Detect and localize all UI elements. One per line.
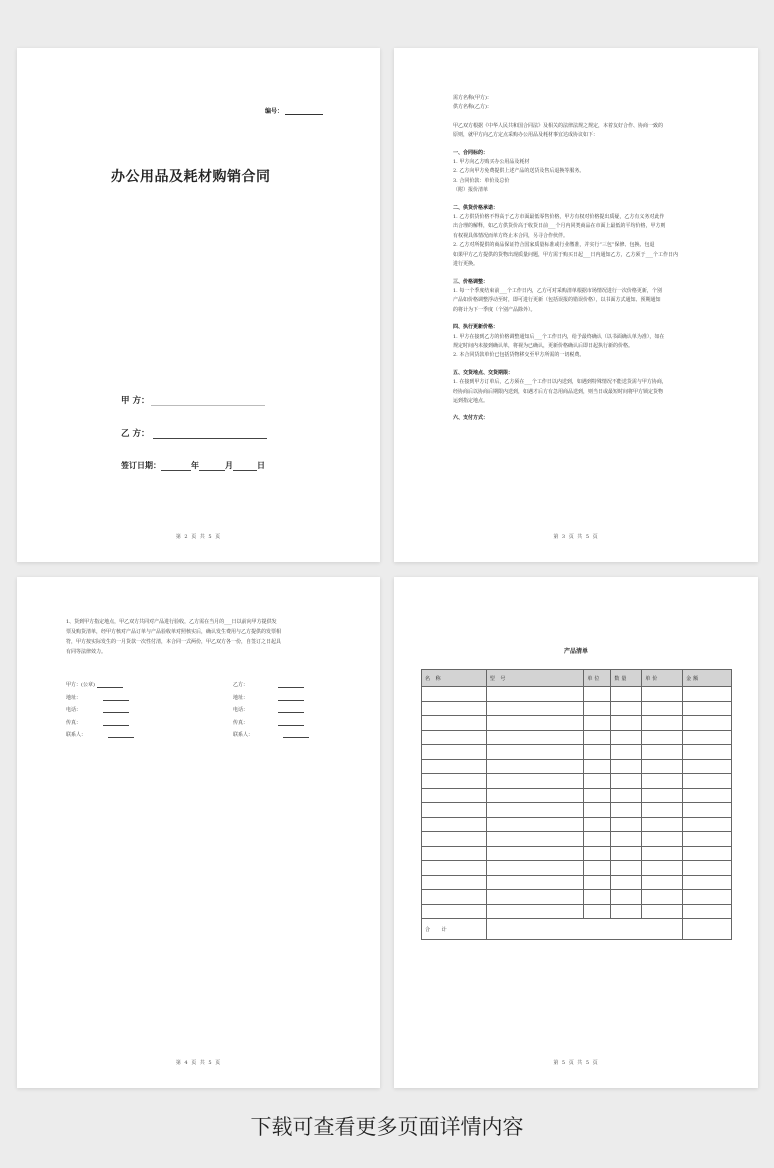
text-line: 的将计为下一季度（个别产品除外）。 [453,306,536,313]
table-cell [422,861,487,876]
table-header [422,670,732,687]
total-label: 合 计 [422,919,487,940]
text-line: 2. 乙方向甲方免费提供上述产品的送货及售后退换等服务。 [453,168,585,175]
text-line: 经协商后以协商后期限内送到，如遇才后方有急用商品送到，则当日或最短时间将甲方锁定货物 [453,388,664,395]
table-cell [611,875,642,890]
table-cell [422,701,487,716]
table-cell [611,904,642,919]
table-row [422,846,732,861]
text-line: 有权视具体情况而单方终止本合同，另寻合作伙伴。 [453,232,569,239]
text-line: 2. 乙方对所提供的商品保证符合国家质量标准或行业缴准，并实行“三包”保修、包换、包退 [453,242,655,249]
text-line: 1. 乙方供货价格不得高于乙方市面最低零售价格，甲方有权对价格提出质疑，乙方有义务对此作 [453,214,665,221]
table-row [422,716,732,731]
sign-date-field: 签订日期： 年 月 日 [121,460,265,470]
table-cell [584,875,611,890]
table-cell [683,904,732,919]
text-line: 如果甲方乙方提供的货物出现质量问题，甲方需于购买日起___日内通知乙方，乙方须于___个工作日内 [453,251,679,258]
table-row [422,904,732,919]
product-list-page [394,577,758,1088]
section-heading: 二、供货价格承诺： [453,204,499,211]
column-header: 金额 [683,670,732,687]
table-cell [486,861,584,876]
table-cell [422,846,487,861]
table-cell [422,730,487,745]
table-cell [584,817,611,832]
table-cell [683,817,732,832]
signature-field [66,719,134,732]
signature-label: 甲方：(公章) [66,682,95,688]
table-row [422,803,732,818]
table-cell [422,803,487,818]
payment-page [17,577,380,1088]
text-line: 出合理的解释，如乙方供货价高于收货日前___个月内同类商品在市面上最低的平均价格，甲方则 [453,223,666,230]
blank-line [283,732,309,738]
download-caption: 下载可查看更多页面详情内容 [250,1115,524,1139]
text-line: 运到指定地点。 [453,397,489,404]
table-cell [486,832,584,847]
table-row [422,745,732,760]
text-line: 进行更换。 [453,261,479,268]
blank-line [278,720,304,726]
table-cell [611,817,642,832]
column-header: 数量 [611,670,642,687]
table-cell [683,716,732,731]
table-cell [642,687,683,702]
text-line: 1. 在接到甲方订单后，乙方须在___个工作日以内送到，如遇到特殊情况不能送货需与甲方协商， [453,379,667,386]
table-row [422,687,732,702]
table-cell [584,745,611,760]
spacer [453,113,704,122]
text-line: 有同等法律效力。 [66,649,107,655]
table-cell [642,745,683,760]
signature-label: 传真： [233,719,249,726]
table-cell [642,861,683,876]
table-cell [642,759,683,774]
table-cell [422,904,487,919]
text-line: 原则，就甲方向乙方定点采购办公用品及耗材事宜达成协议如下： [453,132,599,139]
table-cell [611,716,642,731]
section-heading: 三、价格调整： [453,278,489,285]
column-header: 单价 [642,670,683,687]
signature-label: 电话： [66,707,82,713]
table-cell [486,716,584,731]
table-cell [611,701,642,716]
table-cell [611,832,642,847]
table-cell [642,817,683,832]
table-cell [642,788,683,803]
text-line: 2. 本合同货款单价已包括货物移交至甲方所需的一切税费。 [453,352,585,359]
payment-paragraph [66,617,322,657]
table-cell [683,745,732,760]
signature-field [66,706,134,719]
table-cell [611,774,642,789]
table-cell [611,890,642,905]
table-cell [683,774,732,789]
section-heading: 六、支付方式： [453,415,489,422]
table-cell [642,875,683,890]
table-cell [422,716,487,731]
table-row [422,861,732,876]
blank-line [278,707,304,713]
page-footer: 第 5 页 共 5 页 [553,1060,599,1066]
terms-body [453,94,704,424]
table-cell [642,716,683,731]
table-cell [486,701,584,716]
table-cell [422,788,487,803]
column-header: 名 称 [422,670,487,687]
table-cell [611,788,642,803]
table-cell [422,832,487,847]
table-cell [584,904,611,919]
text-line: 1. 甲方在接到乙方的价格调整通知后___个工作日内，给予最终确认（以书面确认单为准），如在 [453,333,665,340]
table-cell [611,759,642,774]
signature-label: 地址： [233,694,249,701]
table-cell [486,803,584,818]
text-line: 产品如价格调整浮动至时，即可进行更新（包括误报的错误价格），以书面方式通知、预期通知 [453,297,661,304]
signature-field [233,719,309,732]
signature-label: 地址： [66,694,82,701]
table-cell [642,803,683,818]
column-header: 单位 [584,670,611,687]
blank-line [103,707,129,713]
table-cell [584,701,611,716]
party-a-signature [66,681,134,744]
table-cell [584,846,611,861]
terms-page [394,48,758,562]
table-cell [611,745,642,760]
table-cell [584,759,611,774]
table-cell [422,759,487,774]
table-cell [486,687,584,702]
section-heading: 四、执行更新价格： [453,324,499,331]
table-cell [584,832,611,847]
page-footer: 第 2 页 共 5 页 [175,534,222,540]
text-line: 1. 甲方向乙方购买办公用品及耗材 [453,159,530,166]
table-cell [422,875,487,890]
table-row [422,701,732,716]
table-cell [584,890,611,905]
total-row [422,919,732,940]
table-row [422,759,732,774]
table-cell [486,788,584,803]
table-cell [486,730,584,745]
table-cell [611,861,642,876]
party-b-signature [233,681,309,744]
table-row [422,788,732,803]
product-table [421,669,732,940]
table-cell [584,788,611,803]
signature-label: 传真： [66,719,82,726]
text-line: （附）报价清单 [453,187,489,194]
table-cell [683,861,732,876]
table-cell [642,904,683,919]
blank-line [103,695,129,701]
table-cell [611,803,642,818]
table-cell [486,774,584,789]
blank-line [97,682,123,688]
table-cell [584,861,611,876]
table-cell [486,875,584,890]
table-cell [486,745,584,760]
table-cell [642,701,683,716]
table-cell [584,774,611,789]
cover-page [17,48,380,562]
table-cell [486,759,584,774]
blank-line [103,720,129,726]
signature-label: 电话： [233,707,249,713]
table-cell [611,687,642,702]
table-row [422,730,732,745]
product-list-title: 产品清单 [563,648,588,655]
table-cell [486,904,584,919]
contract-number: 编号： [265,106,323,115]
table-cell [683,875,732,890]
signature-field [233,731,309,744]
signature-field [233,681,309,694]
table-cell [642,730,683,745]
table-cell [683,846,732,861]
table-row [422,832,732,847]
table-cell [584,687,611,702]
table-cell [611,730,642,745]
table-cell [683,730,732,745]
signature-field [233,694,309,707]
table-row [422,890,732,905]
table-cell [486,846,584,861]
table-cell [422,687,487,702]
table-cell [683,803,732,818]
table-cell [642,774,683,789]
contract-title: 办公用品及耗材购销合同 [111,169,271,185]
table-cell [683,759,732,774]
table-cell [683,890,732,905]
page-footer: 第 3 页 共 5 页 [553,534,599,540]
signature-label: 联系人： [66,732,87,738]
text-line: 1. 每一个季度结束前___个工作日内，乙方可对采购清单根据市场情况进行一次价格更新，个别 [453,287,662,294]
section-heading: 一、合同标的： [453,149,489,156]
table-cell [683,701,732,716]
table-cell [486,890,584,905]
table-cell [642,832,683,847]
table-cell [422,774,487,789]
table-row [422,875,732,890]
section-heading: 五、交货地点、交货期限： [453,369,514,376]
signature-label: 乙方： [233,682,249,688]
table-cell [642,846,683,861]
table-cell [683,919,732,940]
column-header: 型 号 [486,670,584,687]
table-cell [584,730,611,745]
table-row [422,774,732,789]
page-footer: 第 4 页 共 5 页 [175,1060,222,1066]
blank-line [278,682,304,688]
table-row [422,817,732,832]
blank-line [278,695,304,701]
party-b-field: 乙 方： [121,427,267,439]
table-cell [422,745,487,760]
signature-field [66,731,134,744]
signature-field [233,706,309,719]
text-line: 甲乙双方根据《中华人民共和国合同法》及相关的法律法规之规定，本着友好合作、协商一致的 [453,122,664,129]
signature-field [66,694,134,707]
table-cell [584,803,611,818]
table-cell [486,817,584,832]
text-line: 1、货到甲方指定地点，甲乙双方共同对产品进行验收，乙方需在当月的___日以前向甲方提供发 [66,619,277,625]
table-cell [683,788,732,803]
text-line: 供方名称(乙方)： [453,104,492,111]
table-cell [584,716,611,731]
table-cell [683,687,732,702]
party-a-field: 甲 方： [121,394,265,406]
table-cell [683,832,732,847]
signature-field [66,681,134,694]
text-line: 3. 合同价款：单价及总价 [453,177,510,184]
text-line: 符，甲方按实际发生的一月货款一次性付清，本合同一式两份，甲乙双方各一份，自签订之日起具 [66,639,282,645]
blank-line [108,732,134,738]
table-cell [422,817,487,832]
signature-label: 联系人： [233,732,254,738]
table-cell [611,846,642,861]
table-cell [642,890,683,905]
table-cell [486,919,682,940]
table-cell [422,890,487,905]
text-line: 规定时间内未接到确认单，将视为已确认，更新价格确认后即日起执行新的价格。 [453,342,634,349]
text-line: 需方名称(甲方)： [453,95,492,101]
text-line: 票及购货清单，经甲方核对产品订单与产品验收单对照核实后，确认发生费用与乙方提供的发票相 [66,629,282,635]
